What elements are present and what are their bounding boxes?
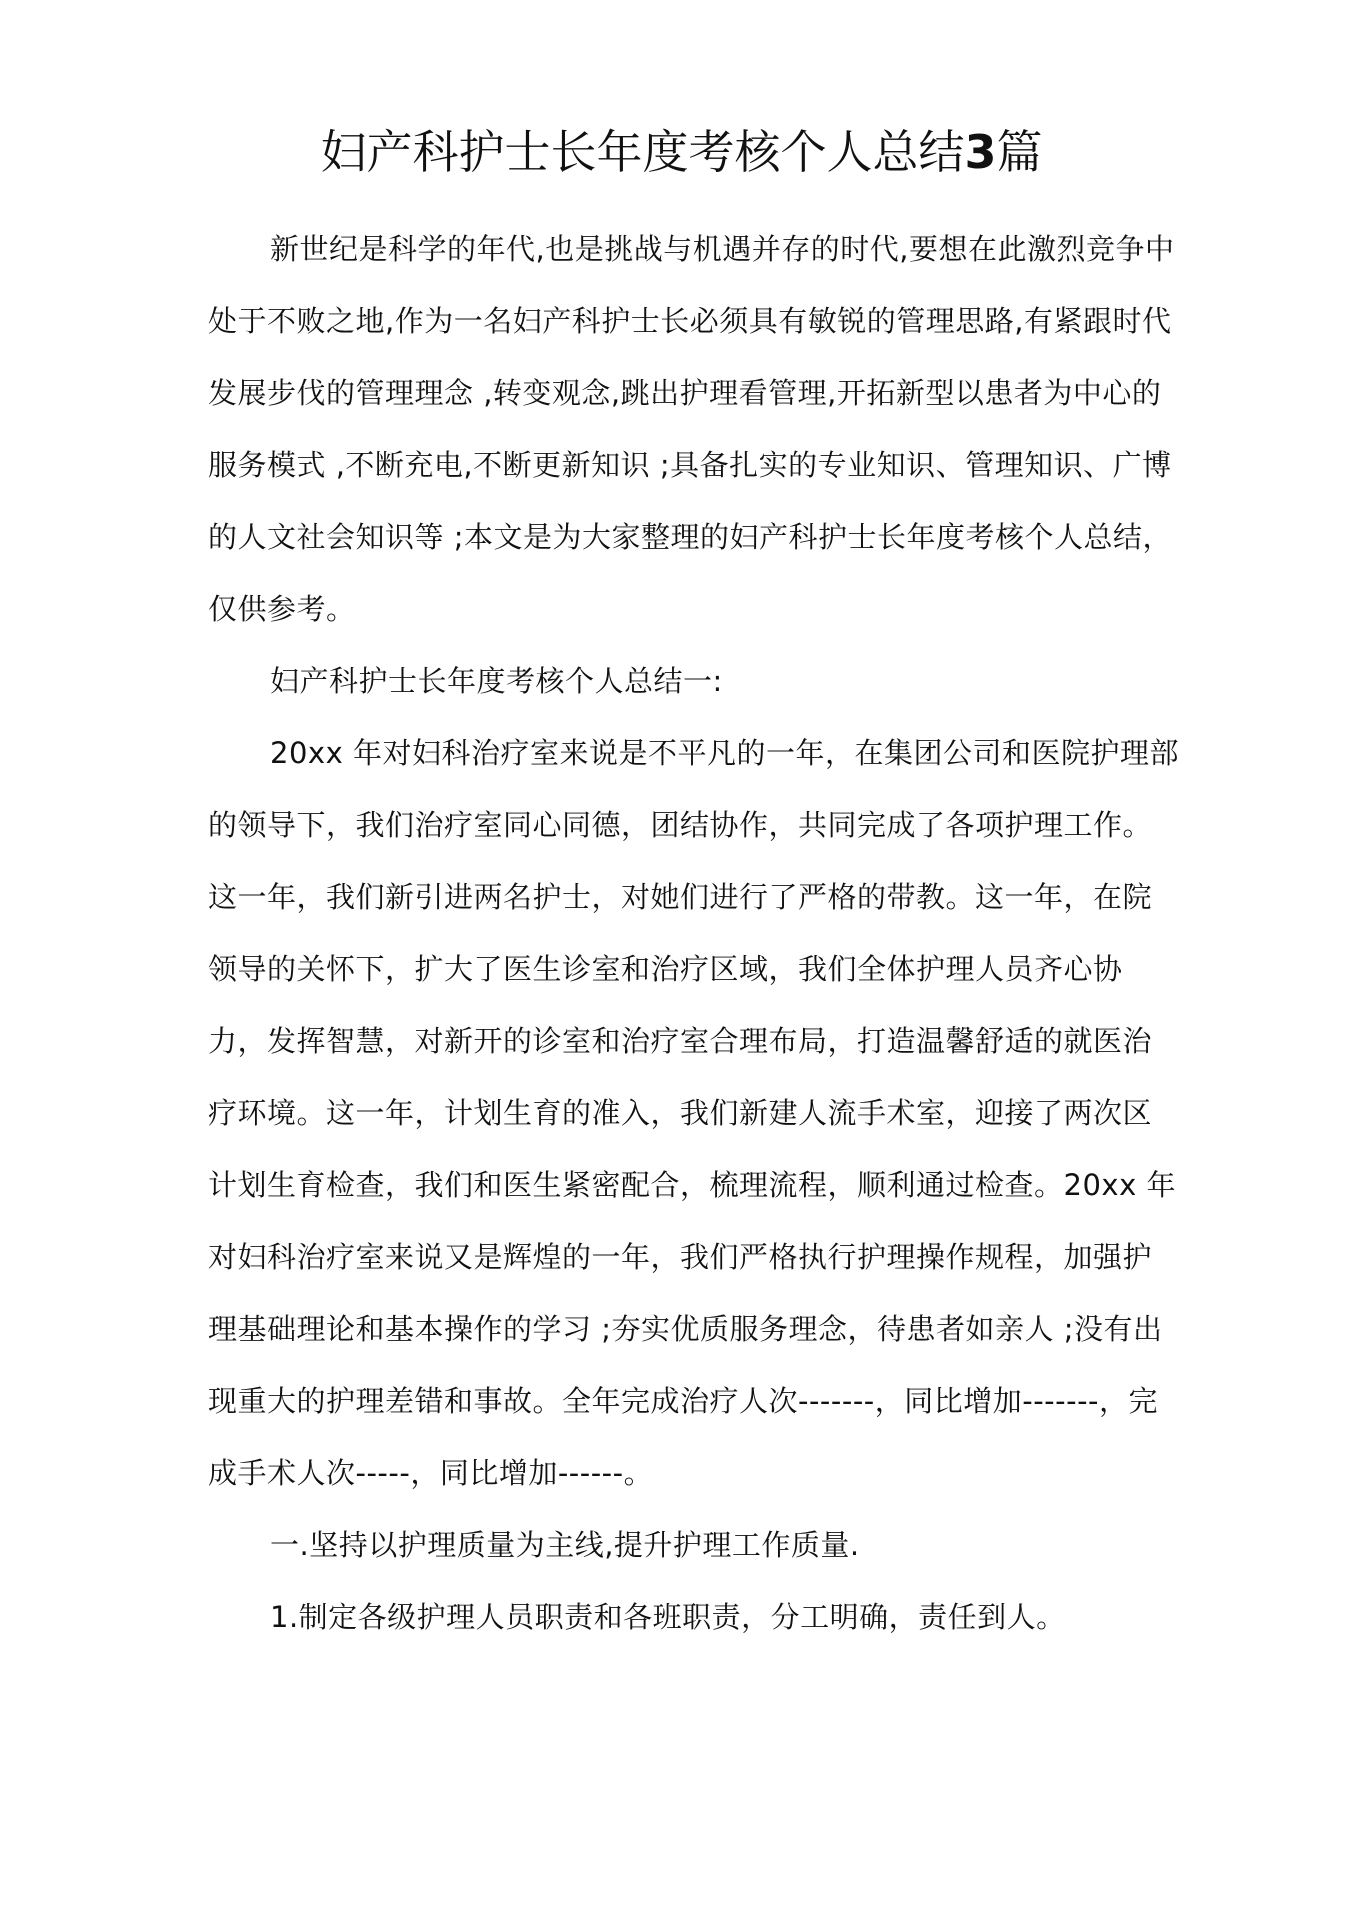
document-body (208, 213, 1180, 1653)
paragraph-summary-one: 20xx 年对妇科治疗室来说是不平凡的一年，在集团公司和医院护理部的领导下，我们治疗室同心同德，团结协作，共同完成了各项护理工作。这一年，我们新引进两名护士，对她们进行了严格的带教。这一年，在院领导的关怀下，扩大了医生诊室和治疗区域，我们全体护理人员齐心协力，发挥智慧，对新开的诊室和治疗室合理布局，打造温馨舒适的就医治疗环境。这一年，计划生育的准入，我们新建人流手术室，迎接了两次区计划生育检查，我们和医生紧密配合，梳理流程，顺利通过检查。20xx 年对妇科治疗室来说又是辉煌的一年，我们严格执行护理操作规程，加强护理基础理论和基本操作的学习 ;夯实优质服务理念，待患者如亲人 ;没有出现重大的护理差错和事故。全年完成治疗人次-------，同比增加-------，完成手术人次-----，同比增加------。 (208, 736, 1179, 1490)
subheading-quality: 一.坚持以护理质量为主线,提升护理工作质量. (270, 1528, 860, 1562)
document-title (0, 122, 1363, 182)
paragraph-intro: 新世纪是科学的年代,也是挑战与机遇并存的时代,要想在此激烈竞争中处于不败之地,作为一名妇产科护士长必须具有敏锐的管理思路,有紧跟时代发展步伐的管理理念 ,转变观念,跳出护理看管理,开拓新型以患者为中心的服务模式 ,不断充电,不断更新知识 ;具备扎实的专业知识、管理知识、广博的人文社会知识等 ;本文是为大家整理的妇产科护士长年度考核个人总结，仅供参考。 (208, 232, 1175, 626)
title-number: 3 (964, 125, 997, 179)
list-item-1: 1.制定各级护理人员职责和各班职责，分工明确，责任到人。 (270, 1600, 1066, 1634)
section-heading-one: 妇产科护士长年度考核个人总结一: (270, 664, 723, 698)
title-text: 妇产科护士长年度考核个人总结 (320, 125, 965, 179)
title-suffix: 篇 (996, 125, 1043, 179)
